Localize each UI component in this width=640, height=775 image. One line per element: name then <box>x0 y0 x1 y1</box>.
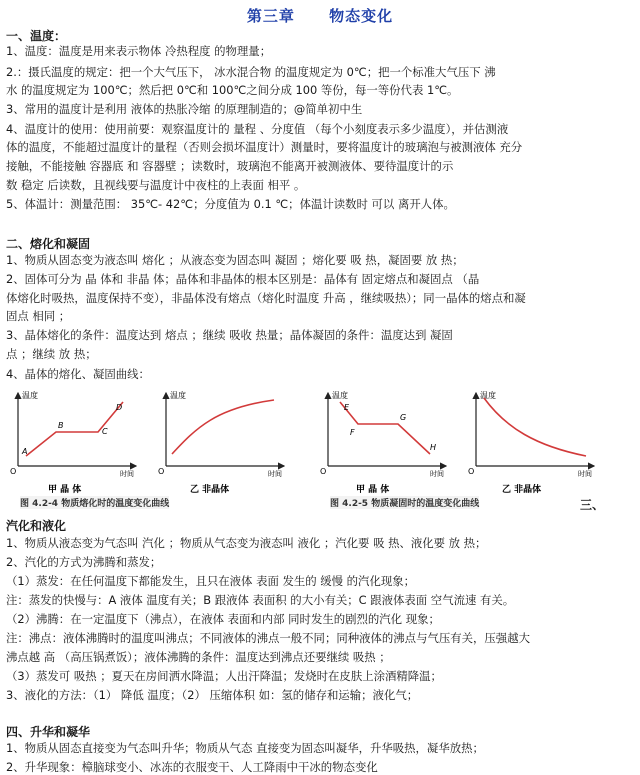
graph-amorphous-solidification <box>468 390 594 495</box>
section-heading-temperature: 一、温度： <box>6 29 67 43</box>
text-line: 1、物质从固态直接变为气态叫升华；物质从气态 直接变为固态叫凝华，升华吸热，凝华放热； <box>6 741 484 755</box>
y-axis-label: 温度 <box>332 391 348 400</box>
page-title <box>0 5 640 26</box>
text-line: 数 稳定 后读数，且视线要与温度计中夜柱的上表面 相平 。 <box>6 178 306 192</box>
chapter-name: 物态变化 <box>329 7 394 25</box>
graph-label: 乙 非晶体 <box>190 485 230 495</box>
text-line: 沸点越 高 （高压锅煮饭）；液体沸腾的条件：温度达到沸点还要继续 吸热 ； <box>6 650 391 664</box>
text-line: 5、体温计：测量范围： 35℃- 42℃；分度值为 0.1 ℃；体温计读数时 可以 离开人体。 <box>6 197 455 211</box>
text-line: 注：沸点：液体沸腾时的温度叫沸点；不同液体的沸点一般不同；同种液体的沸点与气压有关，压强越大 <box>6 631 530 645</box>
text-line: 3、液化的方法：（1） 降低 温度；（2） 压缩体积 如：氢的储存和运输；液化气； <box>6 688 419 702</box>
origin-label: O <box>320 467 327 476</box>
section-heading-melting: 二、熔化和凝固 <box>6 237 91 251</box>
origin-label: O <box>10 467 17 476</box>
x-axis-label: 时间 <box>430 470 444 478</box>
origin-label: O <box>468 467 475 476</box>
graph-crystal-solidification <box>320 390 446 495</box>
graph-label: 甲 晶 体 <box>356 485 390 495</box>
chapter-number: 第三章 <box>246 7 295 25</box>
section-heading-sublimation: 四、升华和凝华 <box>6 725 91 739</box>
section-number-three: 三、 <box>580 498 605 512</box>
x-axis-label: 时间 <box>268 470 282 478</box>
y-axis-label: 温度 <box>480 391 496 400</box>
point-h: H <box>430 443 437 452</box>
text-line: （2）沸腾：在一定温度下（沸点），在液体 表面和内部 同时发生的剧烈的汽化 现象； <box>6 612 440 626</box>
point-c: C <box>102 427 108 436</box>
graph-amorphous-melting <box>158 390 284 495</box>
y-axis-label: 温度 <box>170 391 186 400</box>
x-axis-label: 时间 <box>120 470 134 478</box>
point-a: A <box>22 447 28 456</box>
text-line: （3）蒸发可 吸热 ；夏天在房间洒水降温；人出汗降温；发烧时在皮肤上涂酒精降温； <box>6 669 442 683</box>
text-line: 1、物质从液态变为气态叫 汽化 ；物质从气态变为液态叫 液化 ；汽化要 吸 热、液化要 放 热； <box>6 536 487 550</box>
text-line: 水 的温度规定为 100℃；然后把 0℃和 100℃之间分成 100 等份，每一等份代表 1℃。 <box>6 83 459 97</box>
graph-crystal-melting <box>10 390 136 495</box>
point-d: D <box>116 403 123 412</box>
melting-solidification-curves <box>8 388 618 508</box>
figure-caption-solidification: 图 4.2-5 物质凝固时的温度变化曲线 <box>330 496 479 509</box>
text-line: 2、升华现象：樟脑球变小、冰冻的衣服变干、人工降雨中干冰的物态变化 <box>6 760 378 774</box>
graph-label: 甲 晶 体 <box>48 485 82 495</box>
text-line: 接触，不能接触 容器底 和 容器壁 ；读数时，玻璃泡不能离开被测液体、要待温度计的示 <box>6 159 454 173</box>
point-g: G <box>400 413 407 422</box>
x-axis-label: 时间 <box>578 470 592 478</box>
text-line: 2、固体可分为 晶 体和 非晶 体；晶体和非晶体的根本区别是：晶体有 固定熔点和凝固点 （晶 <box>6 272 480 286</box>
text-line: 2、汽化的方式为沸腾和蒸发； <box>6 555 162 569</box>
text-line: 3、常用的温度计是利用 液体的热胀冷缩 的原理制造的；@简单初中生 <box>6 102 363 116</box>
y-axis-label: 温度 <box>22 391 38 400</box>
text-line: 注：蒸发的快慢与：A 液体 温度有关；B 跟液体 表面积 的大小有关；C 跟液体表面 空气流速 有关。 <box>6 593 515 607</box>
text-line: 1、物质从固态变为液态叫 熔化 ；从液态变为固态叫 凝固 ；熔化要 吸 热，凝固要 放 热； <box>6 253 464 267</box>
text-line: 体的温度，不能超过温度计的量程（否则会损坏温度计）测量时，要将温度计的玻璃泡与被测液体 充分 <box>6 140 523 154</box>
figure-caption-melting: 图 4.2-4 物质熔化时的温度变化曲线 <box>20 496 169 509</box>
section-heading-vaporization: 汽化和液化 <box>6 519 67 533</box>
text-line: 4、温度计的使用：使用前要：观察温度计的 量程 、分度值 （每个小刻度表示多少温度），并估测液 <box>6 122 509 136</box>
text-line: 点 ；继续 放 热； <box>6 347 97 361</box>
text-line: （1）蒸发：在任何温度下都能发生，且只在液体 表面 发生的 缓慢 的汽化现象； <box>6 574 416 588</box>
text-line: 体熔化时吸热，温度保持不变），非晶体没有熔点（熔化时温度 升高 ，继续吸热）；同一晶体的熔点和凝 <box>6 291 526 305</box>
text-line: 1、温度：温度是用来表示物体 冷热程度 的物理量； <box>6 44 272 58</box>
point-e: E <box>344 403 350 412</box>
point-b: B <box>58 421 64 430</box>
text-line: 4、晶体的熔化、凝固曲线： <box>6 367 150 381</box>
graph-label: 乙 非晶体 <box>502 485 542 495</box>
text-line: 3、晶体熔化的条件：温度达到 熔点 ；继续 吸收 热量；晶体凝固的条件：温度达到 凝固 <box>6 328 453 342</box>
text-line: 2.：摄氏温度的规定：把一个大气压下， 冰水混合物 的温度规定为 0℃；把一个标准大气压下 沸 <box>6 65 496 79</box>
origin-label: O <box>158 467 165 476</box>
text-line: 固点 相同 ； <box>6 309 71 323</box>
point-f: F <box>350 428 355 437</box>
